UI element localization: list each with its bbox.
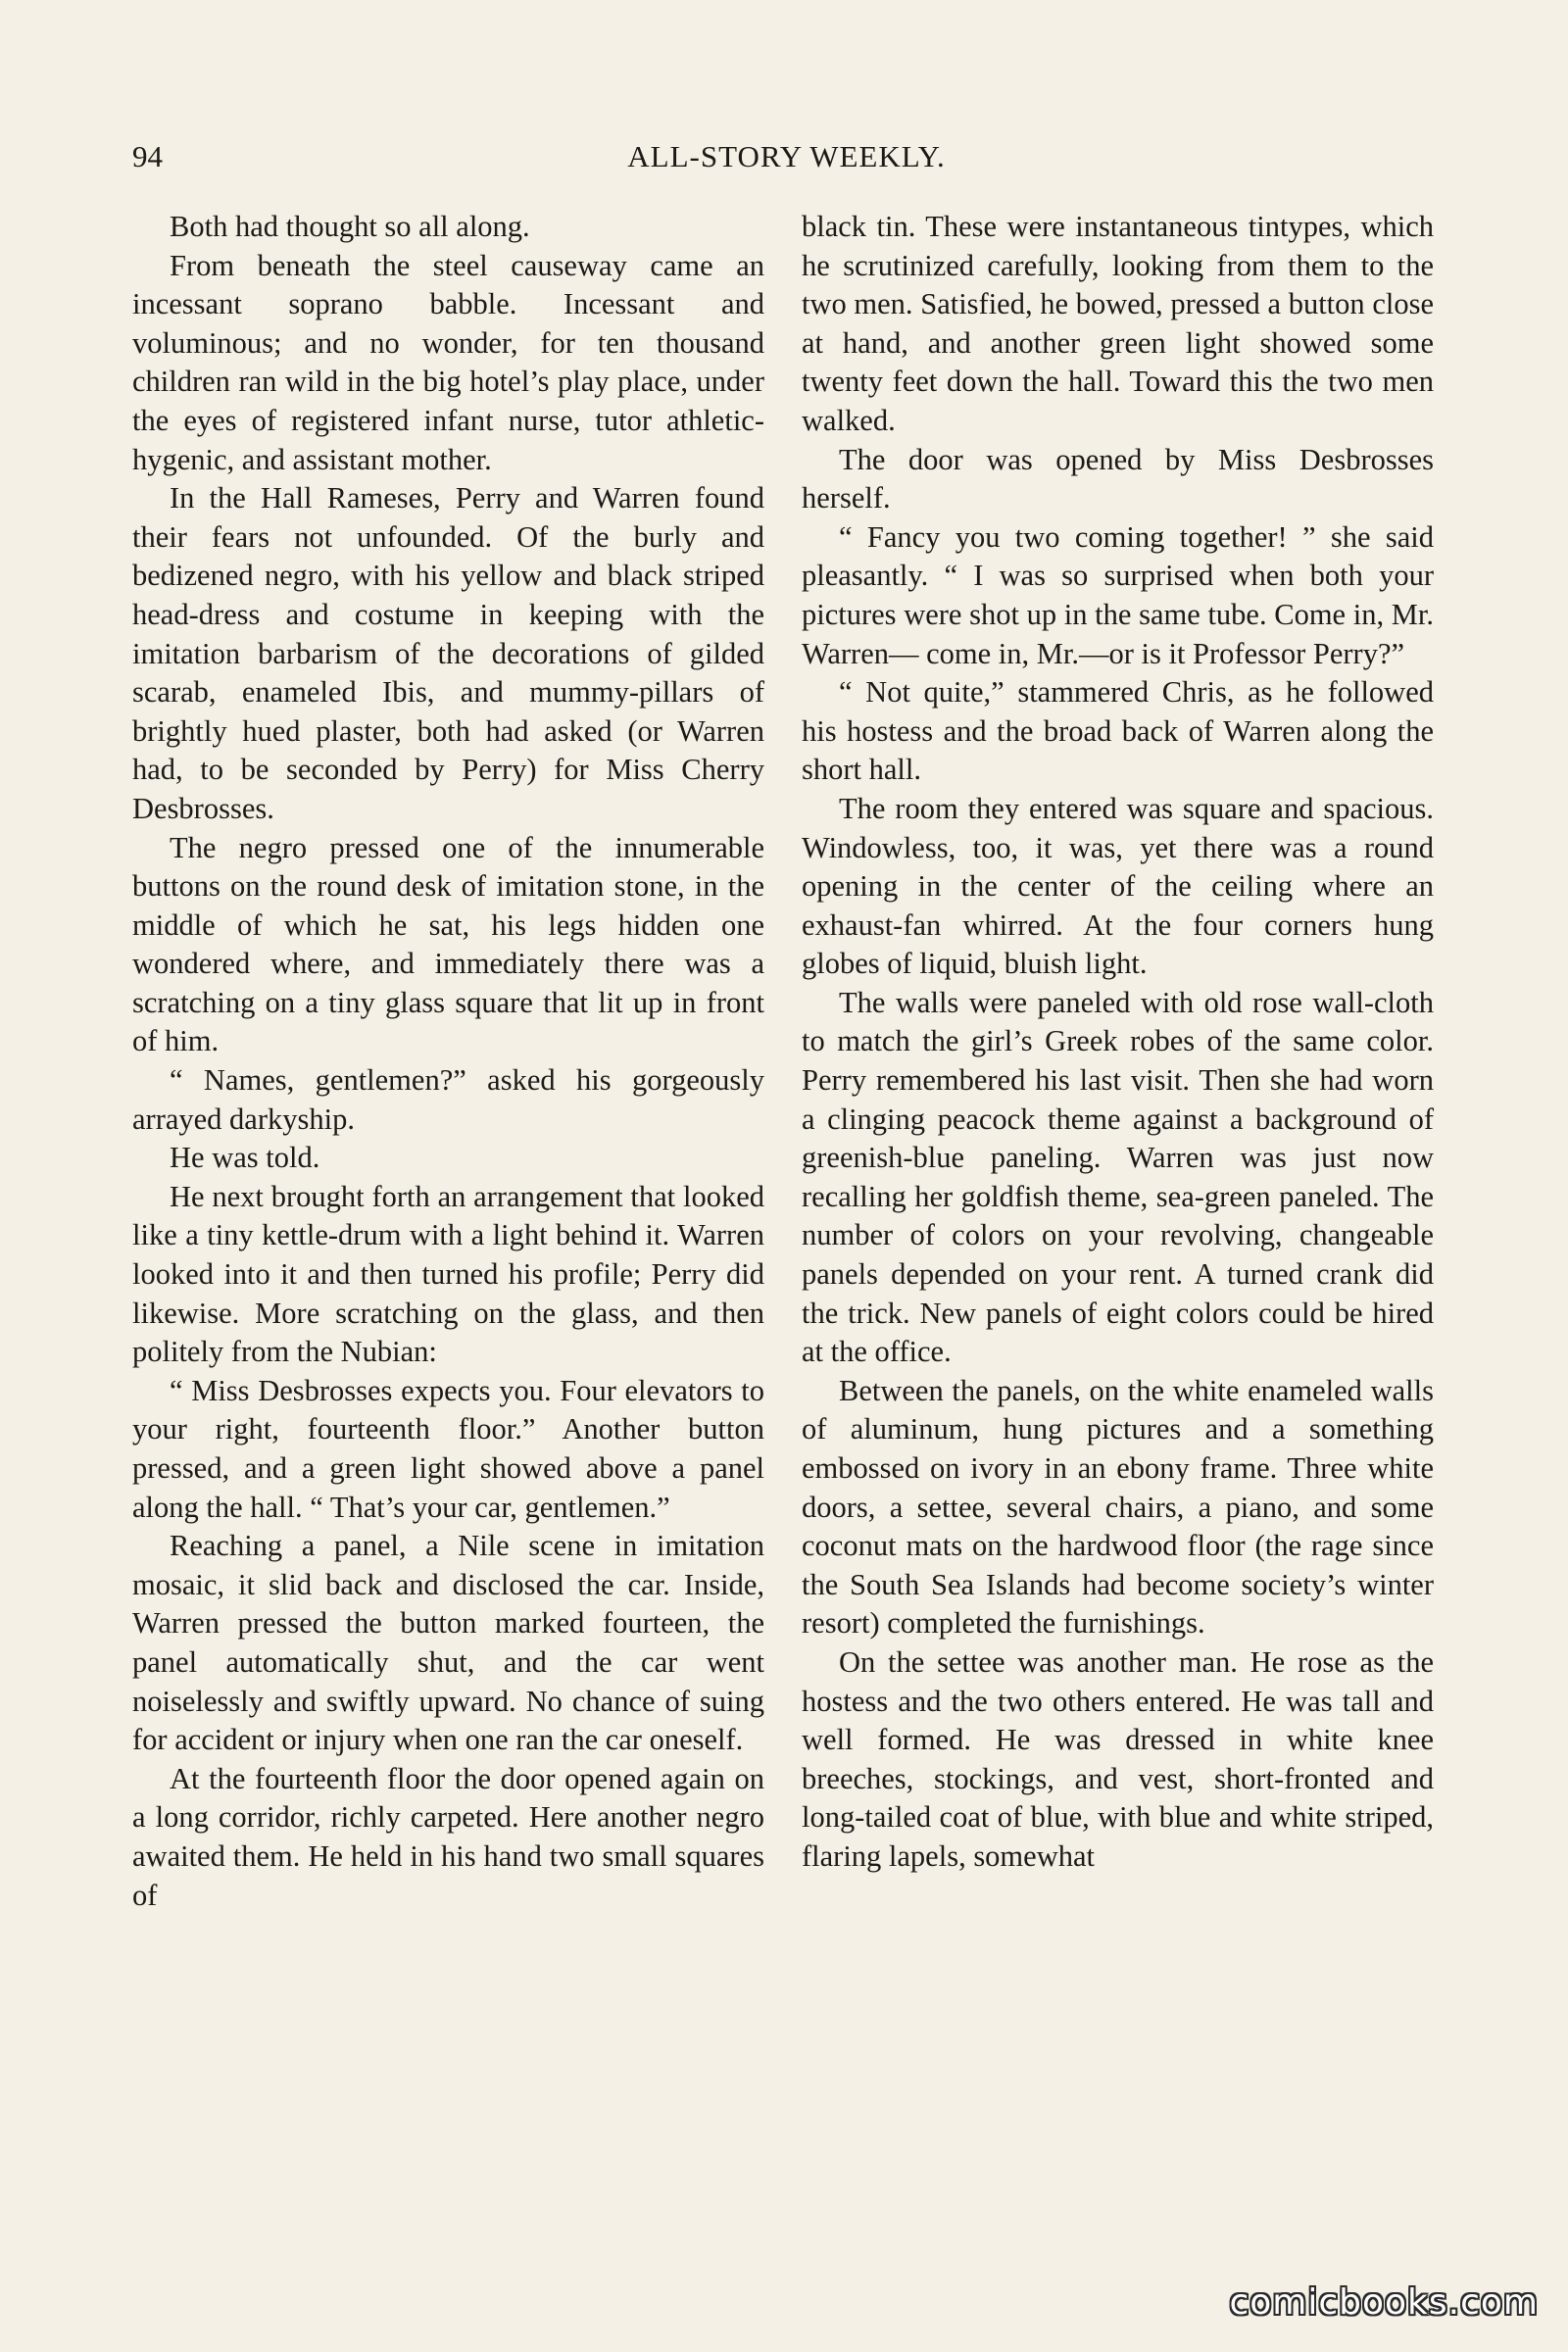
page-number: 94: [132, 139, 163, 173]
paragraph: Both had thought so all along.: [170, 210, 530, 243]
right-column: [802, 208, 1434, 1877]
running-head: ALL-STORY WEEKLY.: [627, 139, 946, 173]
page-header: [132, 132, 1441, 181]
paragraph: “ Miss Desbrosses expects you. Four elevators to your right, fourteenth floor.” Another button pressed, and a green light showed above a panel along the hall. “ That’s your car, gentlemen.”: [132, 1373, 764, 1524]
paragraph: He was told.: [170, 1141, 320, 1175]
left-column: [132, 208, 764, 1915]
paragraph: Between the panels, on the white enameled walls of aluminum, hung pictures and a something embossed on ivory in an ebony frame. Three white doors, a settee, several chairs, a piano, and some coconut mats on the hardwood floor (the rage since the South Sea Islands had become society’s winter resort) completed the furnishings.: [802, 1373, 1434, 1641]
paragraph: “ Not quite,” stammered Chris, as he followed his hostess and the broad back of Warren along the short hall.: [802, 675, 1434, 787]
paragraph: “ Names, gentlemen?” asked his gorgeously arrayed darkyship.: [132, 1063, 764, 1136]
paragraph: The walls were paneled with old rose wall-cloth to match the girl’s Greek robes of the same color. Perry remembered his last visit. Then she had worn a clinging peacock theme against a background of greenish-blue paneling. Warren was just now recalling her goldfish theme, sea-green paneled. The number of colors on your revolving, changeable panels depended on your rent. A turned crank did the trick. New panels of eight colors could be hired at the office.: [802, 985, 1434, 1369]
paragraph: At the fourteenth floor the door opened again on a long corridor, richly carpeted. Here another negro awaited them. He held in his hand two small squares of: [132, 1761, 764, 1912]
paragraph: In the Hall Rameses, Perry and Warren found their fears not unfounded. Of the burly and bedizened negro, with his yellow and black striped head-dress and costume in keeping with the imitation barbarism of the decorations of gilded scarab, enameled Ibis, and mummy-pillars of brightly hued plaster, both had asked (or Warren had, to be seconded by Perry) for Miss Cherry Desbrosses.: [132, 481, 764, 825]
paragraph-continued: black tin. These were instantaneous tintypes, which he scrutinized carefully, looking from them to the two men. Satisfied, he bowed, pressed a button close at hand, and another green light showed some twenty feet down the hall. Toward this the two men walked.: [802, 210, 1434, 437]
watermark: comicbooks.com: [1229, 2282, 1539, 2323]
paragraph: “ Fancy you two coming together! ” she said pleasantly. “ I was so surprised when both your pictures were shot up in the same tube. Come in, Mr. Warren— come in, Mr.—or is it Professor Perry?”: [802, 519, 1434, 670]
paragraph: He next brought forth an arrangement that looked like a tiny kettle-drum with a light behind it. Warren looked into it and then turned his profile; Perry did likewise. More scratching on the glass, and then politely from the Nubian:: [132, 1179, 764, 1369]
paragraph: From beneath the steel causeway came an incessant soprano babble. Incessant and voluminous; and no wonder, for ten thousand children ran wild in the big hotel’s play place, under the eyes of registered infant nurse, tutor athletic-hygenic, and assistant mother.: [132, 248, 764, 476]
paragraph: The room they entered was square and spacious. Windowless, too, it was, yet there was a round opening in the center of the ceiling where an exhaust-fan whirred. At the four corners hung globes of liquid, bluish light.: [802, 791, 1434, 981]
paragraph: The door was opened by Miss Desbrosses herself.: [802, 442, 1434, 515]
paragraph: Reaching a panel, a Nile scene in imitation mosaic, it slid back and disclosed the car. Inside, Warren pressed the button marked fourteen, the panel automatically shut, and the car went noiselessly and swiftly upward. No chance of suing for accident or injury when one ran the car oneself.: [132, 1529, 764, 1757]
paragraph: On the settee was another man. He rose as the hostess and the two others entered. He was tall and well formed. He was dressed in white knee breeches, stockings, and vest, short-fronted and long-tailed coat of blue, with blue and white striped, flaring lapels, somewhat: [802, 1644, 1434, 1873]
paragraph: The negro pressed one of the innumerable buttons on the round desk of imitation stone, in the middle of which he sat, his legs hidden one wondered where, and immediately there was a scratching on a tiny glass square that lit up in front of him.: [132, 830, 764, 1058]
